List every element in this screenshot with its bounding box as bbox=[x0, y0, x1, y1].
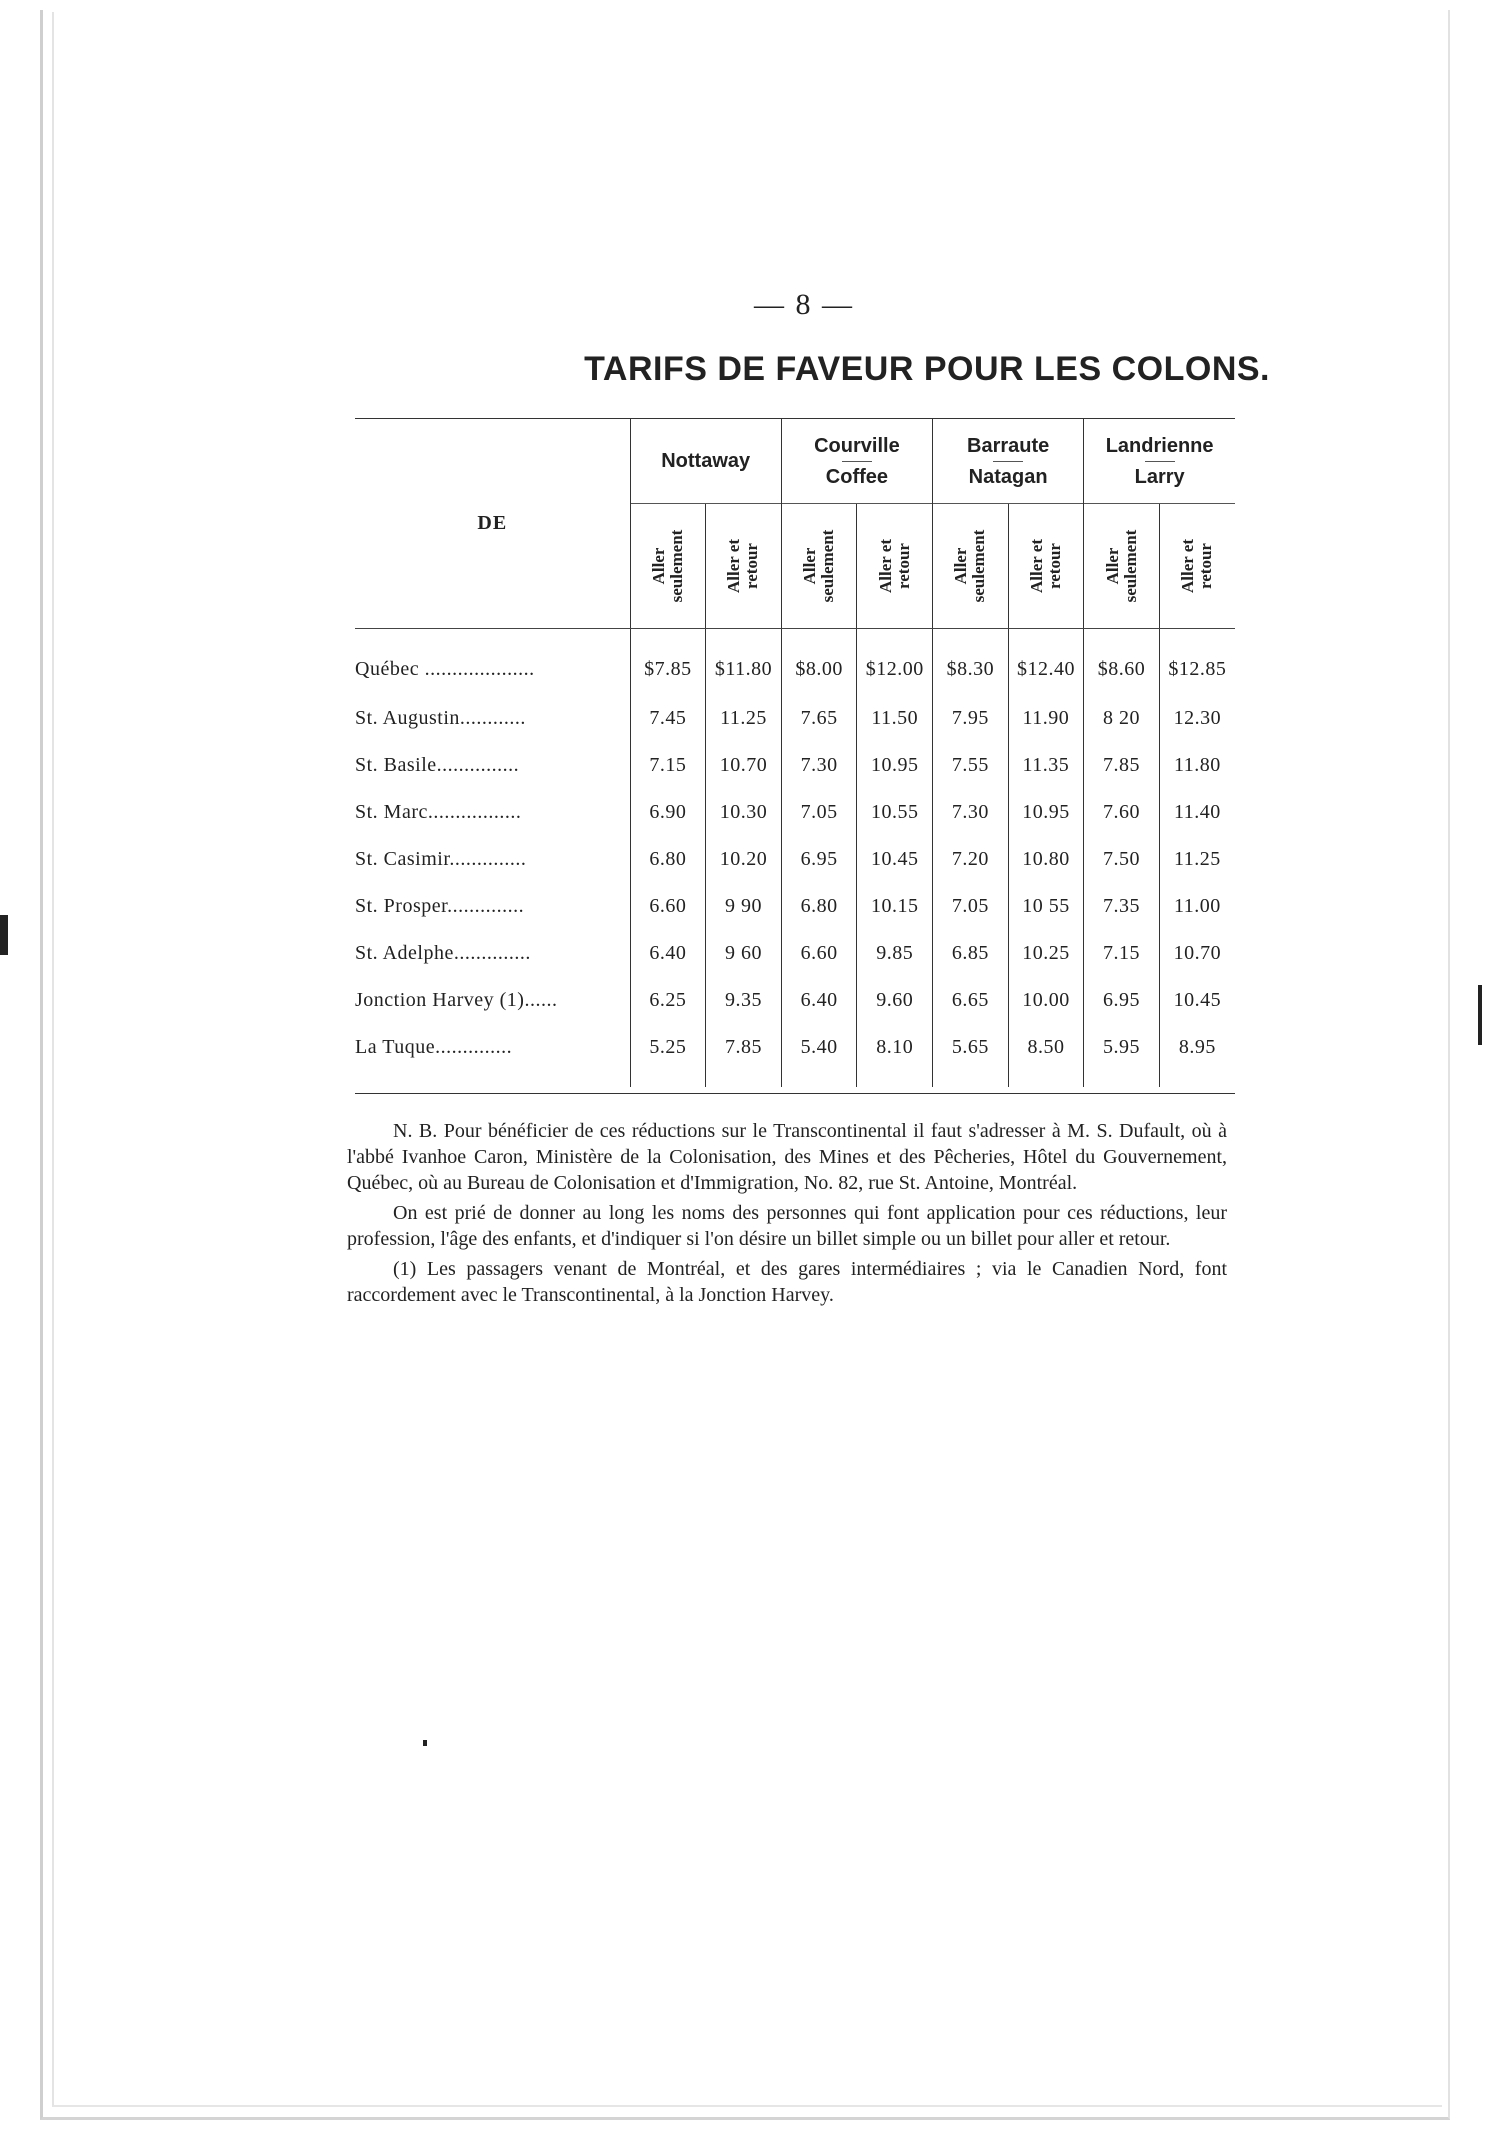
page-title: TARIFS DE FAVEUR POUR LES COLONS. bbox=[584, 350, 1270, 388]
fare-return: 10.70 bbox=[1159, 930, 1235, 977]
fare-one-way: 6.40 bbox=[630, 930, 706, 977]
station-name: Courville bbox=[814, 434, 900, 457]
scan-speck bbox=[423, 1740, 427, 1746]
fare-return: $12.40 bbox=[1008, 629, 1084, 696]
fare-one-way: 7.20 bbox=[933, 836, 1009, 883]
fare-return: 10.70 bbox=[706, 742, 782, 789]
fare-one-way: 5.40 bbox=[781, 1024, 857, 1087]
fare-return: 11.00 bbox=[1159, 883, 1235, 930]
table-row bbox=[355, 629, 1235, 696]
subheader-line: Aller bbox=[951, 547, 971, 585]
subheader-line: seulement bbox=[818, 529, 838, 603]
fare-one-way: 7.15 bbox=[630, 742, 706, 789]
fare-return: 11.80 bbox=[1159, 742, 1235, 789]
subheader-return bbox=[1159, 504, 1235, 629]
fare-one-way: 5.65 bbox=[933, 1024, 1009, 1087]
fare-one-way: 7.30 bbox=[933, 789, 1009, 836]
origin-station: St. Marc................. bbox=[355, 801, 522, 823]
fare-one-way: 7.95 bbox=[933, 695, 1009, 742]
subheader-return bbox=[706, 504, 782, 629]
table-row bbox=[355, 1024, 1235, 1087]
station-name: Barraute bbox=[967, 434, 1050, 457]
fare-one-way: 6.40 bbox=[781, 977, 857, 1024]
notes-section bbox=[347, 1118, 1227, 1312]
fare-table-body bbox=[355, 629, 1235, 1088]
fare-return: 10.45 bbox=[1159, 977, 1235, 1024]
note-nb: N. B. Pour bénéficier de ces réductions sur le Transcontinental il faut s'adresser à M. S. Dufault, où à l'abbé Ivanhoe Caron, Ministère de la Colonisation, des Mines et des Pêcheries, Hôtel du Gouvernement, Québec, où au Bureau de Colonisation et d'Immigration, No. 82, rue St. Antoine, Montréal. bbox=[347, 1120, 1227, 1194]
subheader-line: Aller et bbox=[875, 539, 895, 593]
subheader-line: seulement bbox=[969, 529, 989, 603]
fare-return: 11.40 bbox=[1159, 789, 1235, 836]
fare-return: $11.80 bbox=[706, 629, 782, 696]
fare-one-way: 6.90 bbox=[630, 789, 706, 836]
fare-return: 9.60 bbox=[857, 977, 933, 1024]
fare-return: 10.95 bbox=[1008, 789, 1084, 836]
fare-one-way: 6.95 bbox=[1084, 977, 1160, 1024]
station-header-landrienne bbox=[1084, 419, 1235, 504]
origin-station: Jonction Harvey (1)...... bbox=[355, 989, 558, 1011]
fare-return: 12.30 bbox=[1159, 695, 1235, 742]
fare-return: 9 90 bbox=[706, 883, 782, 930]
station-name: Nottaway bbox=[661, 450, 751, 472]
station-header-nottaway bbox=[630, 419, 781, 504]
subheader-line: retour bbox=[1044, 543, 1064, 589]
fare-one-way: 6.60 bbox=[781, 930, 857, 977]
station-name-alt: Natagan bbox=[968, 465, 1048, 488]
origin-station: St. Casimir.............. bbox=[355, 848, 527, 870]
fare-one-way: 6.80 bbox=[781, 883, 857, 930]
fare-return: 11.25 bbox=[706, 695, 782, 742]
fare-return: 10.95 bbox=[857, 742, 933, 789]
fare-return: 9.85 bbox=[857, 930, 933, 977]
fare-return: 10.55 bbox=[857, 789, 933, 836]
fare-return: 8.95 bbox=[1159, 1024, 1235, 1087]
fare-return: 10.30 bbox=[706, 789, 782, 836]
station-divider bbox=[993, 461, 1023, 462]
subheader-one-way bbox=[781, 504, 857, 629]
subheader-line: retour bbox=[893, 543, 913, 589]
table-row bbox=[355, 789, 1235, 836]
fare-one-way: 7.60 bbox=[1084, 789, 1160, 836]
origin-station: St. Prosper.............. bbox=[355, 895, 525, 917]
table-row bbox=[355, 742, 1235, 789]
fare-one-way: 5.95 bbox=[1084, 1024, 1160, 1087]
fare-one-way: $8.30 bbox=[933, 629, 1009, 696]
origin-station: La Tuque.............. bbox=[355, 1036, 513, 1058]
fare-return: $12.85 bbox=[1159, 629, 1235, 696]
station-header-barraute bbox=[933, 419, 1084, 504]
fare-return: $12.00 bbox=[857, 629, 933, 696]
fare-one-way: 7.65 bbox=[781, 695, 857, 742]
fare-return: 11.90 bbox=[1008, 695, 1084, 742]
fare-return: 10.45 bbox=[857, 836, 933, 883]
page-number: — 8 — bbox=[754, 288, 854, 321]
fare-one-way: 7.85 bbox=[1084, 742, 1160, 789]
subheader-one-way bbox=[1084, 504, 1160, 629]
fare-one-way: 6.60 bbox=[630, 883, 706, 930]
fare-one-way: 7.55 bbox=[933, 742, 1009, 789]
table-row bbox=[355, 836, 1235, 883]
scan-mark-right bbox=[1478, 985, 1482, 1045]
subheader-line: retour bbox=[1196, 543, 1216, 589]
fare-return: 10.00 bbox=[1008, 977, 1084, 1024]
subheader-line: seulement bbox=[1120, 529, 1140, 603]
origin-station: St. Basile............... bbox=[355, 754, 520, 776]
station-name: Landrienne bbox=[1105, 434, 1214, 457]
table-row bbox=[355, 883, 1235, 930]
origin-station: Québec .................... bbox=[355, 657, 535, 680]
fare-table bbox=[355, 419, 1235, 1087]
fare-table-container bbox=[355, 418, 1235, 1094]
note-footnote: (1) Les passagers venant de Montréal, et des gares intermédiaires ; via le Canadien Nord, font raccordement avec le Transcontinental, à la Jonction Harvey. bbox=[347, 1258, 1227, 1306]
fare-return: 10.20 bbox=[706, 836, 782, 883]
fare-return: 9.35 bbox=[706, 977, 782, 1024]
fare-return: 10.15 bbox=[857, 883, 933, 930]
station-name-alt: Coffee bbox=[825, 465, 889, 488]
fare-one-way: 8 20 bbox=[1084, 695, 1160, 742]
fare-return: 9 60 bbox=[706, 930, 782, 977]
note-request: On est prié de donner au long les noms des personnes qui font application pour ces réductions, leur profession, l'âge des enfants, et d'indiquer si l'on désire un billet simple ou un billet pour aller et retour. bbox=[347, 1202, 1227, 1250]
subheader-line: seulement bbox=[666, 529, 686, 603]
station-header-courville bbox=[781, 419, 932, 504]
origin-station: St. Adelphe.............. bbox=[355, 942, 531, 964]
fare-return: 8.10 bbox=[857, 1024, 933, 1087]
subheader-line: Aller et bbox=[1027, 539, 1047, 593]
fare-one-way: 7.05 bbox=[781, 789, 857, 836]
fare-one-way: 7.05 bbox=[933, 883, 1009, 930]
fare-one-way: 6.85 bbox=[933, 930, 1009, 977]
subheader-return bbox=[1008, 504, 1084, 629]
subheader-line: Aller et bbox=[724, 539, 744, 593]
table-row bbox=[355, 695, 1235, 742]
fare-one-way: 6.95 bbox=[781, 836, 857, 883]
fare-one-way: 6.25 bbox=[630, 977, 706, 1024]
table-row bbox=[355, 930, 1235, 977]
subheader-one-way bbox=[933, 504, 1009, 629]
table-row bbox=[355, 977, 1235, 1024]
fare-one-way: 7.50 bbox=[1084, 836, 1160, 883]
subheader-line: Aller et bbox=[1178, 539, 1198, 593]
subheader-one-way bbox=[630, 504, 706, 629]
fare-return: 11.50 bbox=[857, 695, 933, 742]
subheader-line: Aller bbox=[800, 547, 820, 585]
table-bottom-rule bbox=[355, 1093, 1235, 1094]
fare-return: 7.85 bbox=[706, 1024, 782, 1087]
subheader-line: retour bbox=[742, 543, 762, 589]
fare-return: 11.25 bbox=[1159, 836, 1235, 883]
fare-one-way: $8.00 bbox=[781, 629, 857, 696]
fare-one-way: 6.80 bbox=[630, 836, 706, 883]
scan-mark-left bbox=[0, 915, 8, 955]
station-name-alt: Larry bbox=[1134, 465, 1185, 488]
from-header: DE bbox=[355, 419, 630, 629]
origin-station: St. Augustin............ bbox=[355, 707, 526, 729]
fare-one-way: 5.25 bbox=[630, 1024, 706, 1087]
station-divider bbox=[1145, 461, 1175, 462]
fare-one-way: $8.60 bbox=[1084, 629, 1160, 696]
subheader-return bbox=[857, 504, 933, 629]
fare-one-way: 7.30 bbox=[781, 742, 857, 789]
fare-one-way: 7.35 bbox=[1084, 883, 1160, 930]
fare-one-way: $7.85 bbox=[630, 629, 706, 696]
fare-one-way: 6.65 bbox=[933, 977, 1009, 1024]
fare-return: 11.35 bbox=[1008, 742, 1084, 789]
fare-return: 10 55 bbox=[1008, 883, 1084, 930]
fare-return: 8.50 bbox=[1008, 1024, 1084, 1087]
fare-one-way: 7.45 bbox=[630, 695, 706, 742]
subheader-line: Aller bbox=[649, 547, 669, 585]
fare-one-way: 7.15 bbox=[1084, 930, 1160, 977]
fare-return: 10.25 bbox=[1008, 930, 1084, 977]
fare-return: 10.80 bbox=[1008, 836, 1084, 883]
station-divider bbox=[842, 461, 872, 462]
subheader-line: Aller bbox=[1102, 547, 1122, 585]
